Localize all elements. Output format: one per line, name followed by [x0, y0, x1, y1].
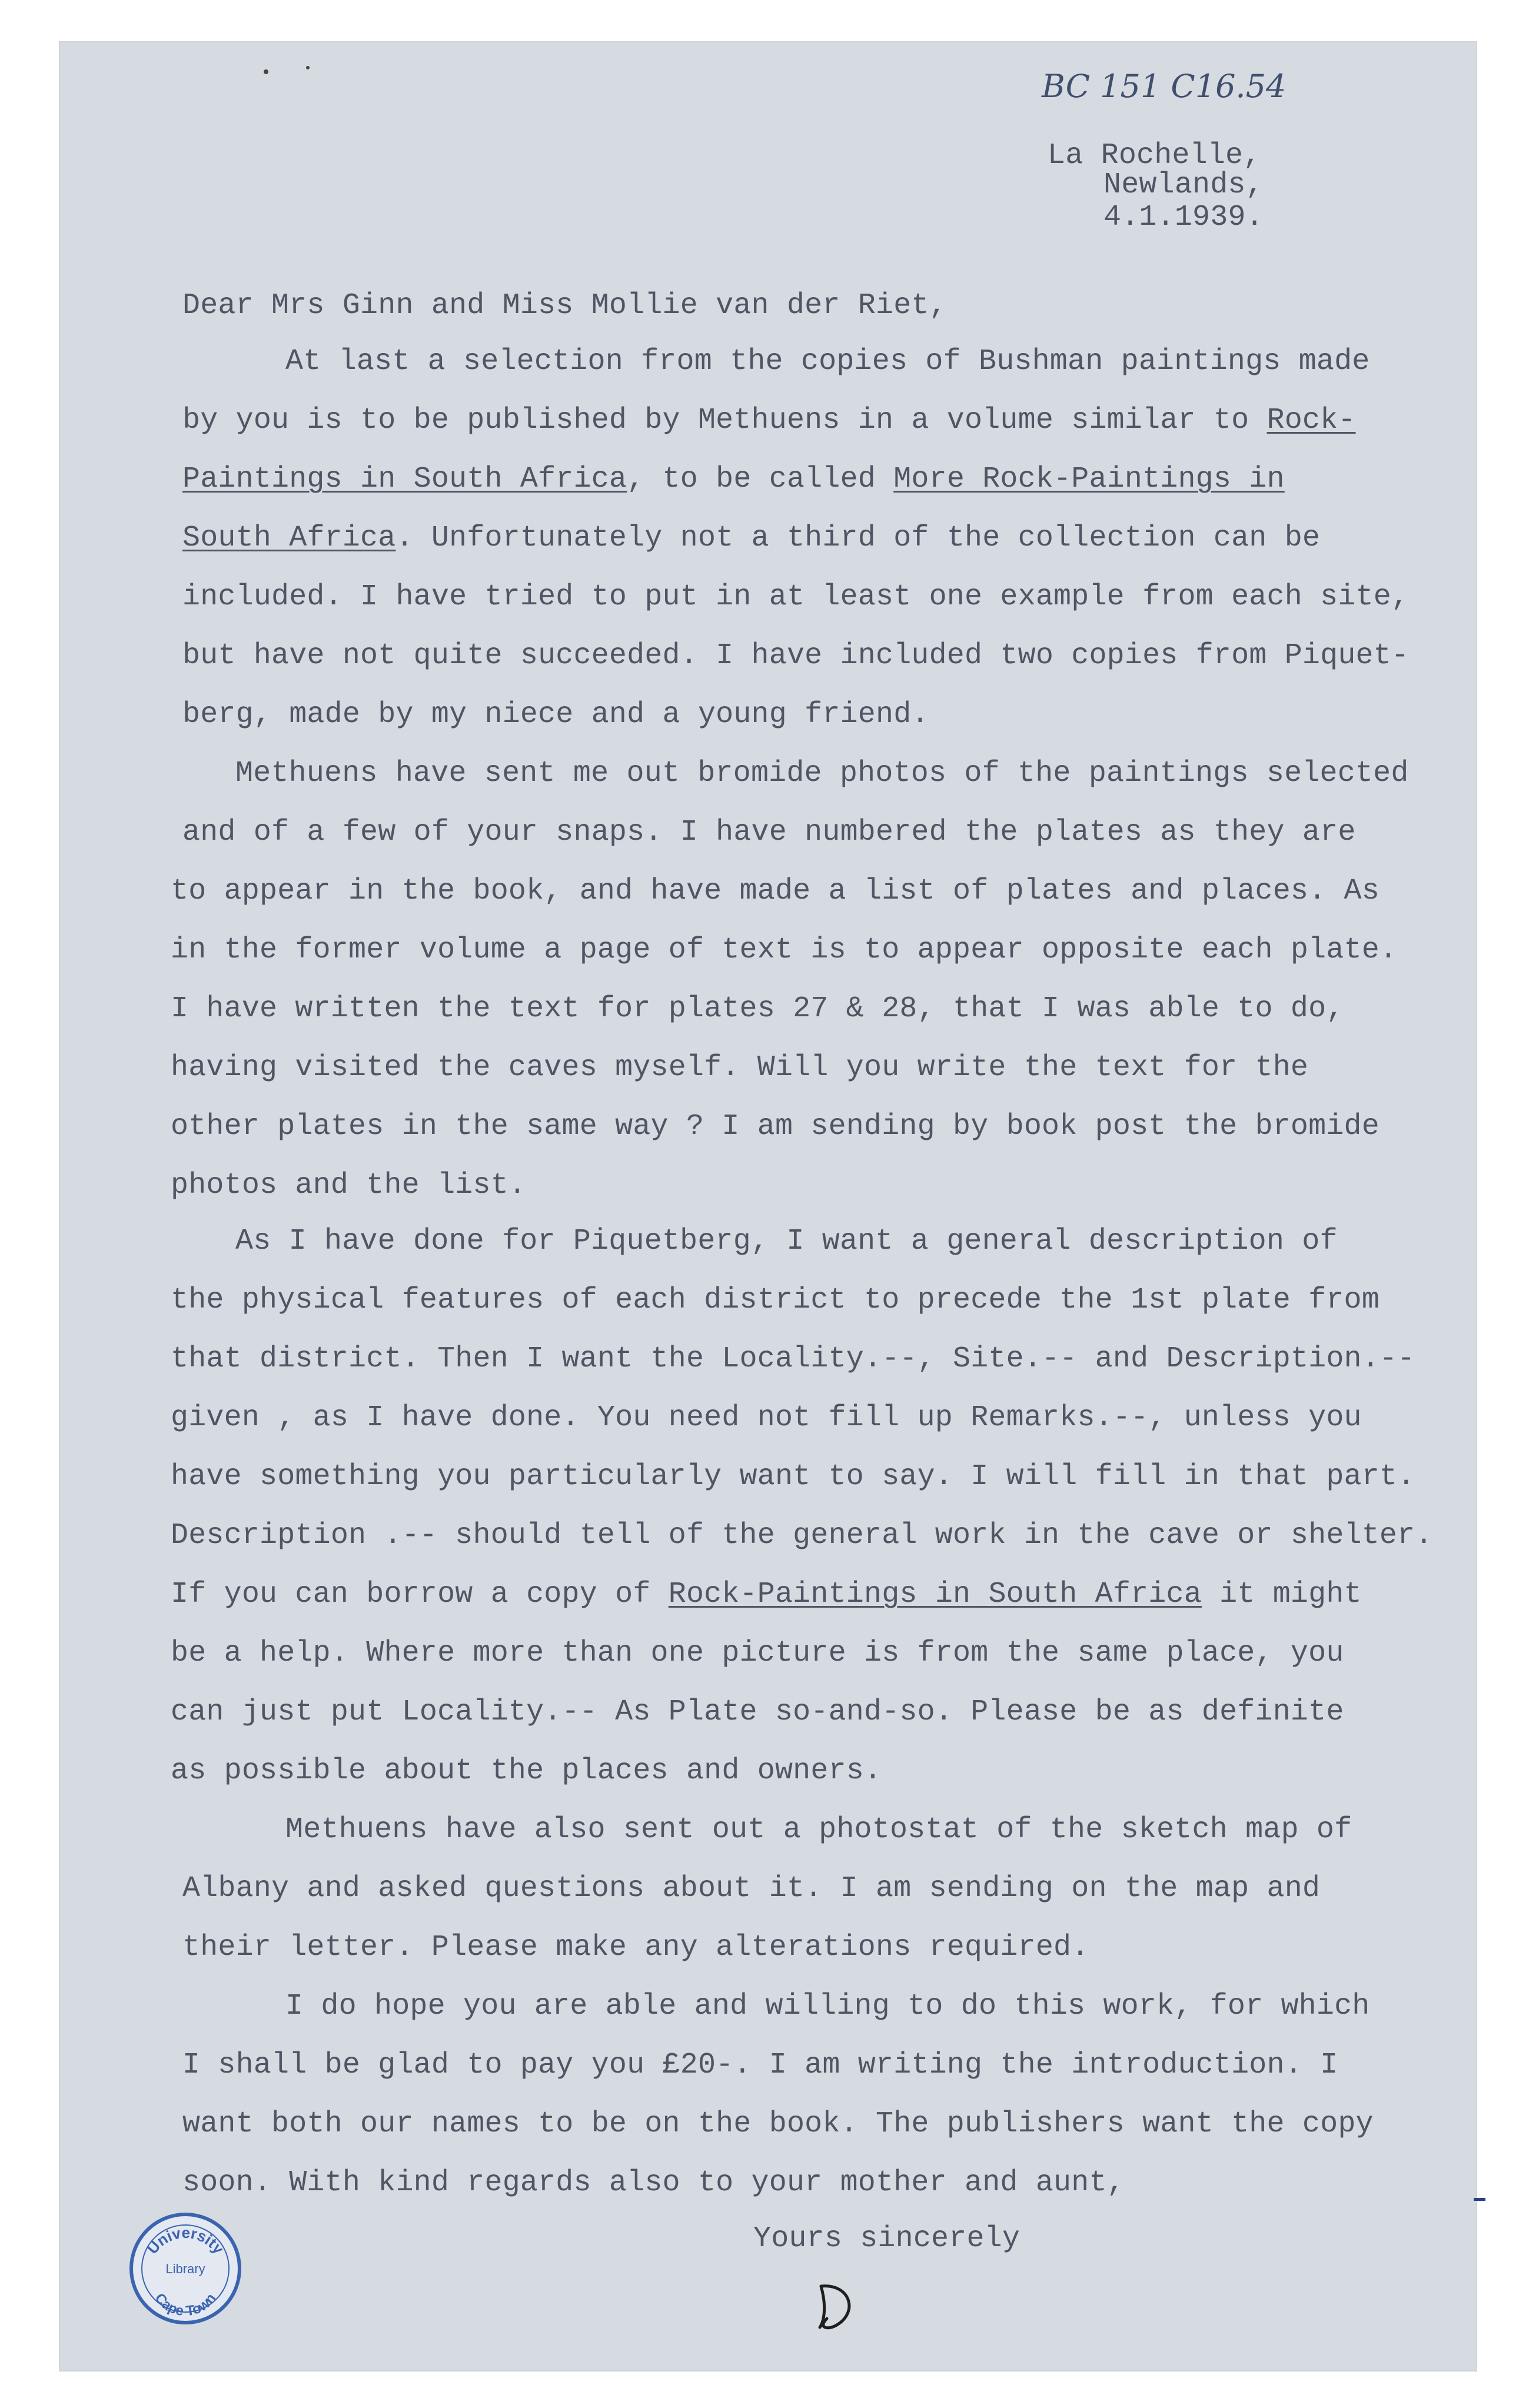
address-line-2: Newlands, [1103, 168, 1264, 202]
closing: Yours sincerely [753, 2222, 1021, 2256]
p3-line-3: that district. Then I want the Locality.--, Site.-- and Description.-- [171, 1342, 1415, 1376]
new-book-title: South Africa [182, 521, 396, 555]
book-title: Rock- [1267, 404, 1356, 437]
p2-line-7: other plates in the same way ? I am sending by book post the bromide [171, 1110, 1380, 1143]
letter-date: 4.1.1939. [1103, 201, 1264, 234]
salutation: Dear Mrs Ginn and Miss Mollie van der Riet, [182, 289, 947, 322]
p1-line-4: South Africa. Unfortunately not a third of the collection can be [182, 521, 1321, 555]
stamp-text-top: University [143, 2223, 228, 2257]
p3-line-1: As I have done for Piquetberg, I want a general description of [235, 1225, 1338, 1258]
p2-line-2: and of a few of your snaps. I have numbered the plates as they are [182, 816, 1356, 849]
p5-line-4: soon. With kind regards also to your mother and aunt, [182, 2166, 1125, 2200]
p3-line-10: as possible about the places and owners. [171, 1754, 882, 1788]
p3-line-8: be a help. Where more than one picture is from the same place, you [171, 1637, 1344, 1670]
p3-line-9: can just put Locality.-- As Plate so-and-so. Please be as definite [171, 1695, 1344, 1729]
punch-mark [306, 66, 310, 69]
p3-line-4: given , as I have done. You need not fill up Remarks.--, unless you [171, 1401, 1362, 1435]
p1-line-1: At last a selection from the copies of Bushman paintings made [285, 345, 1370, 378]
p3-line-7: If you can borrow a copy of Rock-Paintings in South Africa it might [171, 1578, 1362, 1611]
p2-line-3: to appear in the book, and have made a list of plates and places. As [171, 874, 1380, 908]
stamp-text-bottom: Cape Town [151, 2290, 220, 2320]
p5-line-2: I shall be glad to pay you £20-. I am writing the introduction. I [182, 2048, 1338, 2082]
punch-mark [264, 69, 268, 74]
p1-line-7: berg, made by my niece and a young friend. [182, 698, 929, 731]
p4-line-1: Methuens have also sent out a photostat of the sketch map of [285, 1813, 1352, 1847]
new-book-title: More Rock-Paintings in [893, 463, 1285, 496]
margin-mark [1474, 2198, 1485, 2201]
archive-reference: BC 151 C16.54 [1042, 68, 1287, 105]
stamp-text-mid: Library [165, 2261, 205, 2276]
p1-line-2: by you is to be published by Methuens in a volume similar to Rock- [182, 404, 1356, 437]
p2-line-4: in the former volume a page of text is to appear opposite each plate. [171, 933, 1398, 967]
p2-line-1: Methuens have sent me out bromide photos of the paintings selected [235, 757, 1409, 790]
p2-line-5: I have written the text for plates 27 & 28, that I was able to do, [171, 992, 1344, 1026]
book-title: Rock-Paintings in South Africa [668, 1578, 1202, 1611]
p5-line-3: want both our names to be on the book. The publishers want the copy [182, 2107, 1374, 2141]
p3-line-5: have something you particularly want to say. I will fill in that part. [171, 1460, 1415, 1494]
p2-line-8: photos and the list. [171, 1169, 527, 1202]
p3-line-6: Description .-- should tell of the general work in the cave or shelter. [171, 1519, 1433, 1552]
book-title: Paintings in South Africa [182, 463, 627, 496]
p2-line-6: having visited the caves myself. Will you write the text for the [171, 1051, 1309, 1085]
p4-line-2: Albany and asked questions about it. I am sending on the map and [182, 1872, 1321, 1905]
p4-line-3: their letter. Please make any alterations required. [182, 1931, 1089, 1964]
p1-line-3: Paintings in South Africa, to be called More Rock-Paintings in [182, 463, 1285, 496]
p1-line-5: included. I have tried to put in at least one example from each site, [182, 580, 1410, 614]
address-line-1: La Rochelle, [1048, 139, 1261, 172]
p3-line-2: the physical features of each district to precede the 1st plate from [171, 1283, 1380, 1317]
signature [803, 2271, 868, 2336]
library-stamp [127, 2210, 244, 2327]
p5-line-1: I do hope you are able and willing to do this work, for which [285, 1990, 1370, 2023]
p1-line-6: but have not quite succeeded. I have included two copies from Piquet- [182, 639, 1410, 673]
